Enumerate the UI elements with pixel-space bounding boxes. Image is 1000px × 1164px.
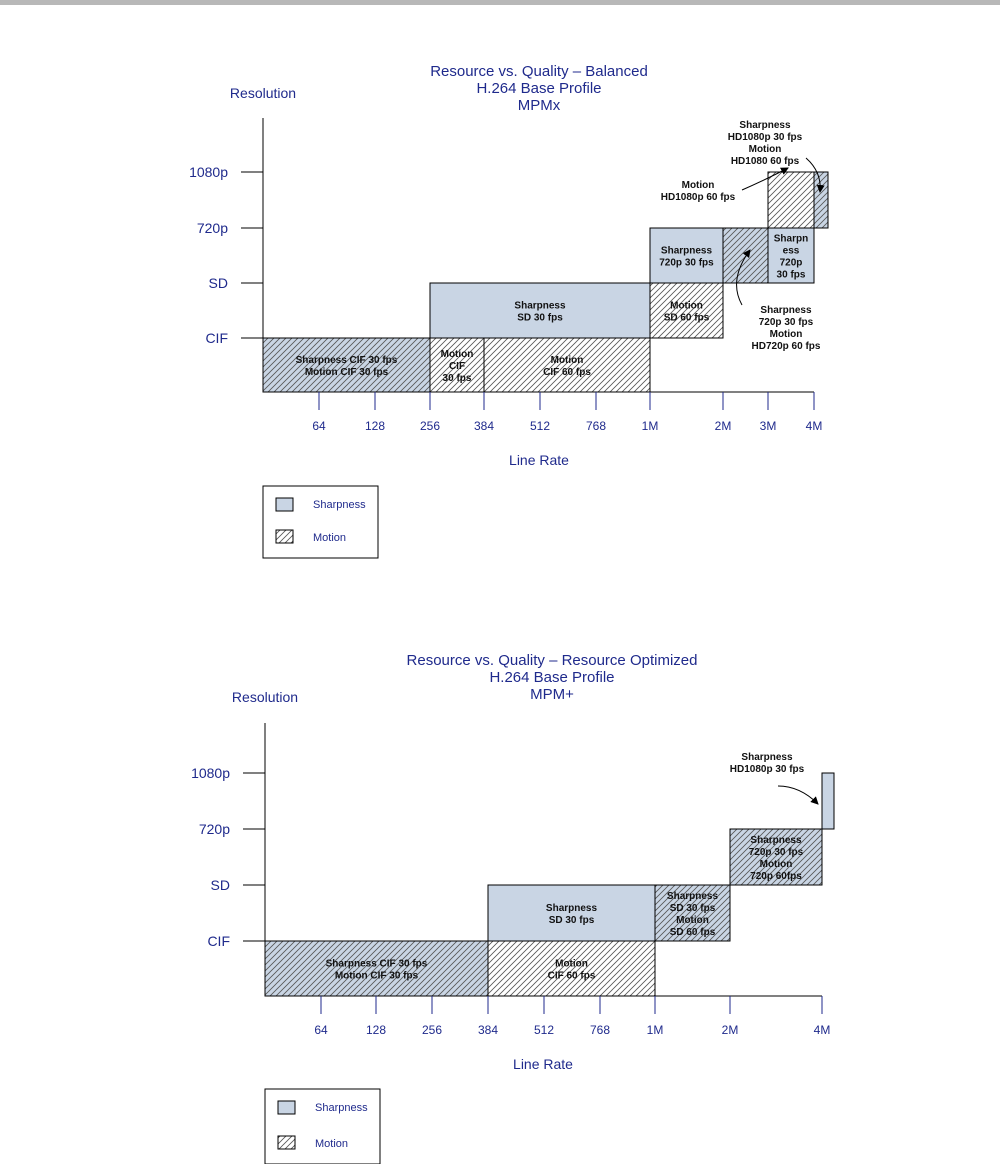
legend-frame bbox=[265, 1089, 380, 1164]
region-label: Motion CIF 30 fps bbox=[304, 367, 389, 378]
y-axis-label: Resolution bbox=[229, 85, 297, 101]
annotation-label: 720p 30 fps bbox=[758, 317, 814, 328]
region-label: 720p 30 fps bbox=[748, 847, 804, 858]
region-label: 30 fps bbox=[776, 269, 806, 281]
y-level-label: 1080p bbox=[191, 765, 230, 781]
region-label: 720p 60fps bbox=[750, 871, 802, 882]
legend-motion-swatch bbox=[276, 530, 293, 543]
x-tick-label: 768 bbox=[585, 419, 607, 433]
legend-sharpness-swatch bbox=[278, 1101, 295, 1114]
x-axis-label: Line Rate bbox=[513, 1056, 573, 1072]
diagram-title-line: Resource vs. Quality – Resource Optimized bbox=[406, 652, 698, 669]
x-tick-label: 2M bbox=[721, 1023, 739, 1037]
diagram-title-line: H.264 Base Profile bbox=[489, 669, 615, 686]
region-label: Sharpn bbox=[773, 233, 809, 245]
region-sharpness-box bbox=[822, 773, 834, 829]
diagram-1 bbox=[189, 63, 828, 558]
diagram-title-line: MPMx bbox=[517, 97, 561, 114]
region-both-box bbox=[723, 228, 768, 283]
annotation-label: HD1080p 30 fps bbox=[729, 764, 805, 775]
annotation-label: Motion bbox=[681, 180, 715, 191]
region-label: Sharpness bbox=[666, 891, 719, 902]
region-label: Motion bbox=[759, 859, 793, 870]
region-label: Sharpness CIF 30 fps bbox=[295, 355, 398, 366]
x-tick-label: 1M bbox=[646, 1023, 664, 1037]
region-label: SD 30 fps bbox=[669, 903, 716, 914]
annotation-label: Sharpness bbox=[760, 305, 812, 316]
x-tick-label: 384 bbox=[473, 419, 495, 433]
region-label: SD 60 fps bbox=[663, 312, 710, 324]
legend-frame bbox=[263, 486, 378, 558]
region-label: Motion bbox=[676, 915, 709, 926]
diagram-title-line: MPM+ bbox=[530, 686, 574, 703]
region-label: SD 30 fps bbox=[517, 312, 563, 324]
region-label: 720p bbox=[779, 257, 803, 269]
x-tick-label: 2M bbox=[714, 419, 732, 433]
y-level-label: CIF bbox=[207, 933, 230, 949]
x-tick-label: 512 bbox=[529, 419, 551, 433]
y-level-label: SD bbox=[208, 275, 228, 291]
region-label: Sharpness bbox=[514, 300, 566, 312]
region-label: CIF 60 fps bbox=[543, 367, 591, 378]
x-tick-label: 64 bbox=[312, 419, 326, 433]
x-tick-label: 128 bbox=[365, 1023, 387, 1037]
region-label: CIF bbox=[448, 361, 466, 372]
y-level-label: CIF bbox=[205, 330, 228, 346]
region-label: Motion bbox=[555, 958, 588, 970]
legend-motion-label: Motion bbox=[315, 1138, 349, 1150]
legend bbox=[265, 1089, 380, 1164]
annotation-label: HD720p 60 fps bbox=[751, 341, 821, 352]
region-label: Sharpness bbox=[750, 835, 802, 846]
annotation-arrow bbox=[778, 786, 818, 804]
x-tick-label: 512 bbox=[533, 1023, 555, 1037]
annotation-label: Sharpness bbox=[741, 752, 793, 763]
region-label: Sharpness bbox=[660, 245, 713, 257]
legend bbox=[263, 486, 378, 558]
x-tick-label: 64 bbox=[314, 1023, 328, 1037]
legend-motion-swatch bbox=[278, 1136, 295, 1149]
annotation-label: Motion bbox=[769, 329, 803, 340]
x-tick-label: 384 bbox=[477, 1023, 499, 1037]
x-tick-label: 256 bbox=[421, 1023, 443, 1037]
region-label: CIF 60 fps bbox=[547, 970, 596, 982]
region-label: SD 60 fps bbox=[669, 927, 716, 938]
x-tick-label: 3M bbox=[759, 419, 777, 433]
region-label: Motion bbox=[670, 300, 703, 312]
region-label: Motion bbox=[440, 349, 474, 360]
x-tick-label: 4M bbox=[813, 1023, 831, 1037]
y-level-label: 720p bbox=[196, 220, 228, 236]
y-level-label: 1080p bbox=[189, 164, 228, 180]
annotation-label: HD1080p 30 fps bbox=[727, 132, 803, 143]
legend-sharpness-label: Sharpness bbox=[315, 1102, 368, 1114]
legend-sharpness-label: Sharpness bbox=[313, 499, 366, 511]
region-label: ess bbox=[782, 245, 800, 257]
region-label: SD 30 fps bbox=[548, 915, 595, 926]
diagram-2 bbox=[191, 652, 834, 1164]
x-axis-label: Line Rate bbox=[509, 452, 569, 468]
region-label: Motion CIF 30 fps bbox=[334, 970, 419, 982]
annotation-label: HD1080p 60 fps bbox=[660, 192, 736, 203]
diagram-title-line: Resource vs. Quality – Balanced bbox=[430, 63, 648, 80]
annotation-label: Motion bbox=[748, 144, 782, 155]
x-tick-label: 4M bbox=[805, 419, 823, 433]
region-motion-box bbox=[768, 172, 814, 228]
x-tick-label: 1M bbox=[641, 419, 659, 433]
region-label: Motion bbox=[550, 355, 584, 366]
region-label: 720p 30 fps bbox=[659, 257, 714, 269]
region-label: Sharpness CIF 30 fps bbox=[325, 958, 428, 970]
region-label: 30 fps bbox=[442, 373, 472, 384]
y-level-label: 720p bbox=[198, 821, 230, 837]
annotation-label: Sharpness bbox=[739, 120, 791, 131]
y-axis-label: Resolution bbox=[231, 689, 299, 705]
diagram-title-line: H.264 Base Profile bbox=[476, 80, 602, 97]
x-tick-label: 256 bbox=[419, 419, 441, 433]
region-label: Sharpness bbox=[545, 903, 598, 914]
legend-motion-label: Motion bbox=[313, 532, 347, 544]
x-tick-label: 768 bbox=[589, 1023, 611, 1037]
y-level-label: SD bbox=[210, 877, 230, 893]
annotation-label: HD1080 60 fps bbox=[730, 156, 800, 167]
legend-sharpness-swatch bbox=[276, 498, 293, 511]
region-both-box bbox=[814, 172, 828, 228]
x-tick-label: 128 bbox=[364, 419, 386, 433]
